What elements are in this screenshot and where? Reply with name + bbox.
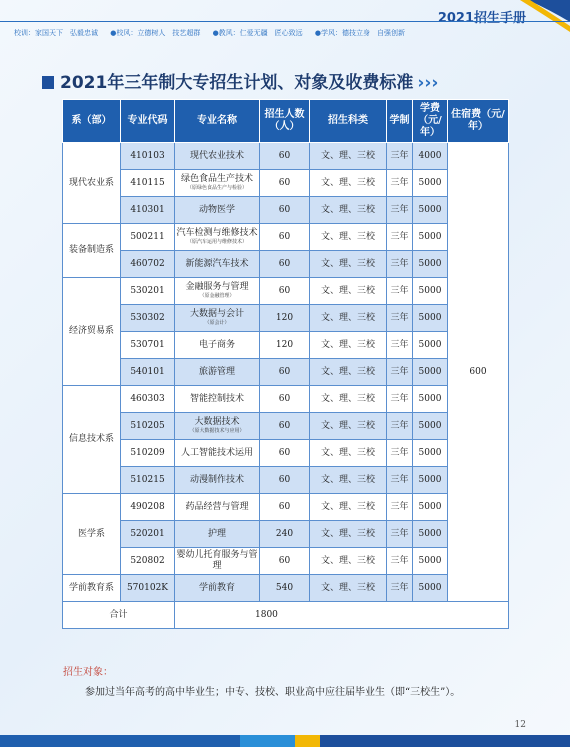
- major-name: 智能控制技术: [189, 393, 244, 404]
- table-body: [63, 143, 509, 629]
- count-cell: 120: [260, 305, 310, 332]
- count-cell: 60: [260, 548, 310, 575]
- major-name: 汽车检测与维修技术: [176, 228, 258, 238]
- code-cell: 530701: [121, 332, 175, 359]
- table-row: [63, 197, 509, 224]
- section-heading: [42, 68, 438, 93]
- count-cell: 60: [260, 251, 310, 278]
- total-row: [63, 602, 509, 629]
- years-cell: 三年: [387, 386, 413, 413]
- category-cell: 文、理、三校: [310, 143, 387, 170]
- major-former-name: （原汽车运用与维修技术）: [186, 239, 247, 245]
- years-cell: 三年: [387, 332, 413, 359]
- brochure-title: 2021招生手册: [437, 11, 526, 26]
- code-cell: 530302: [121, 305, 175, 332]
- major-name: 电子商务: [198, 339, 235, 350]
- major-name: 金融服务与管理: [185, 282, 249, 292]
- major-cell: [175, 332, 260, 359]
- years-cell: 三年: [387, 467, 413, 494]
- tuition-cell: 5000: [413, 494, 448, 521]
- count-cell: 60: [260, 359, 310, 386]
- table-header-row: [63, 100, 509, 143]
- category-cell: 文、理、三校: [310, 359, 387, 386]
- header-tuition: 学费（元/年）: [413, 100, 448, 143]
- total-label: 合计: [63, 602, 175, 629]
- years-cell: 三年: [387, 143, 413, 170]
- tuition-cell: 5000: [413, 251, 448, 278]
- table-row: [63, 359, 509, 386]
- category-cell: 文、理、三校: [310, 170, 387, 197]
- category-cell: 文、理、三校: [310, 575, 387, 602]
- table-row: [63, 251, 509, 278]
- category-cell: 文、理、三校: [310, 467, 387, 494]
- header-divider: [0, 21, 570, 22]
- category-cell: 文、理、三校: [310, 548, 387, 575]
- count-cell: 120: [260, 332, 310, 359]
- tuition-cell: 5000: [413, 332, 448, 359]
- tuition-cell: 5000: [413, 224, 448, 251]
- header-department: 系（部）: [63, 100, 121, 143]
- department-cell: 装备制造系: [63, 224, 121, 278]
- table-row: [63, 575, 509, 602]
- major-former-name: （原大数据技术与应用）: [189, 428, 245, 434]
- major-cell: [175, 548, 260, 575]
- code-cell: 460303: [121, 386, 175, 413]
- table-row: [63, 170, 509, 197]
- count-cell: 60: [260, 224, 310, 251]
- years-cell: 三年: [387, 494, 413, 521]
- code-cell: 410301: [121, 197, 175, 224]
- major-cell: [175, 251, 260, 278]
- major-name: 动物医学: [198, 204, 235, 215]
- years-cell: 三年: [387, 521, 413, 548]
- years-cell: 三年: [387, 548, 413, 575]
- tuition-cell: 5000: [413, 521, 448, 548]
- major-name: 药品经营与管理: [185, 501, 249, 512]
- years-cell: 三年: [387, 575, 413, 602]
- count-cell: 240: [260, 521, 310, 548]
- category-cell: 文、理、三校: [310, 197, 387, 224]
- chevrons-icon: ›››: [417, 73, 439, 93]
- code-cell: 510209: [121, 440, 175, 467]
- major-name: 护理: [207, 528, 226, 539]
- years-cell: 三年: [387, 278, 413, 305]
- years-cell: 三年: [387, 359, 413, 386]
- major-cell: [175, 359, 260, 386]
- header-dorm: 住宿费（元/年）: [448, 100, 509, 143]
- total-value: 1800: [175, 602, 509, 629]
- major-former-name: （原绿色食品生产与检验）: [186, 185, 247, 191]
- category-cell: 文、理、三校: [310, 278, 387, 305]
- motto-item: ●校风：立德树人 技艺超群: [110, 29, 201, 37]
- category-cell: 文、理、三校: [310, 305, 387, 332]
- table-row: [63, 467, 509, 494]
- major-cell: [175, 575, 260, 602]
- major-cell: [175, 494, 260, 521]
- major-cell: [175, 521, 260, 548]
- table-row: [63, 224, 509, 251]
- dorm-fee-cell: 600: [448, 143, 509, 602]
- count-cell: 540: [260, 575, 310, 602]
- category-cell: 文、理、三校: [310, 386, 387, 413]
- table-row: [63, 143, 509, 170]
- major-name: 现代农业技术: [189, 150, 244, 161]
- code-cell: 500211: [121, 224, 175, 251]
- major-cell: [175, 278, 260, 305]
- motto-item: ●学风：德技立身 自强创新: [314, 29, 406, 37]
- footer-stripes-decoration: [0, 735, 570, 747]
- tuition-cell: 5000: [413, 197, 448, 224]
- count-cell: 60: [260, 413, 310, 440]
- years-cell: 三年: [387, 413, 413, 440]
- major-name: 动漫制作技术: [189, 474, 244, 485]
- table-row: [63, 494, 509, 521]
- tuition-cell: 5000: [413, 278, 448, 305]
- count-cell: 60: [260, 386, 310, 413]
- years-cell: 三年: [387, 440, 413, 467]
- table-row: [63, 386, 509, 413]
- years-cell: 三年: [387, 305, 413, 332]
- count-cell: 60: [260, 278, 310, 305]
- note-body: 参加过当年高考的高中毕业生；中专、技校、职业高中应往届毕业生（即“三校生”）。: [85, 687, 461, 698]
- header-category: 招生科类: [310, 100, 387, 143]
- tuition-cell: 5000: [413, 413, 448, 440]
- header-major: 专业名称: [175, 100, 260, 143]
- table-row: [63, 440, 509, 467]
- department-cell: 现代农业系: [63, 143, 121, 224]
- table-row: [63, 278, 509, 305]
- code-cell: 490208: [121, 494, 175, 521]
- count-cell: 60: [260, 440, 310, 467]
- tuition-cell: 5000: [413, 305, 448, 332]
- category-cell: 文、理、三校: [310, 224, 387, 251]
- count-cell: 60: [260, 467, 310, 494]
- table-row: [63, 305, 509, 332]
- tuition-cell: 4000: [413, 143, 448, 170]
- major-cell: [175, 170, 260, 197]
- heading-square-icon: [42, 76, 54, 89]
- code-cell: 540101: [121, 359, 175, 386]
- tuition-cell: 5000: [413, 386, 448, 413]
- department-cell: 学前教育系: [63, 575, 121, 602]
- tuition-cell: 5000: [413, 170, 448, 197]
- school-motto: [14, 28, 415, 38]
- code-cell: 510215: [121, 467, 175, 494]
- major-name: 绿色食品生产技术: [180, 174, 253, 184]
- department-cell: 医学系: [63, 494, 121, 575]
- category-cell: 文、理、三校: [310, 494, 387, 521]
- page-number: 12: [514, 720, 526, 730]
- major-cell: [175, 440, 260, 467]
- table-row: [63, 548, 509, 575]
- code-cell: 410103: [121, 143, 175, 170]
- motto-item: ●教风：仁爱无疆 匠心致远: [212, 29, 303, 37]
- major-cell: [175, 467, 260, 494]
- major-former-name: （原会计）: [204, 320, 230, 326]
- major-cell: [175, 305, 260, 332]
- code-cell: 520201: [121, 521, 175, 548]
- years-cell: 三年: [387, 224, 413, 251]
- code-cell: 570102K: [121, 575, 175, 602]
- code-cell: 410115: [121, 170, 175, 197]
- code-cell: 510205: [121, 413, 175, 440]
- code-cell: 460702: [121, 251, 175, 278]
- department-cell: 经济贸易系: [63, 278, 121, 386]
- major-cell: [175, 413, 260, 440]
- enrollment-plan-table: [62, 99, 509, 629]
- code-cell: 520802: [121, 548, 175, 575]
- category-cell: 文、理、三校: [310, 440, 387, 467]
- major-name: 新能源汽车技术: [185, 258, 249, 269]
- major-name: 学前教育: [198, 582, 235, 593]
- header-count: 招生人数（人）: [260, 100, 310, 143]
- years-cell: 三年: [387, 170, 413, 197]
- major-cell: [175, 386, 260, 413]
- years-cell: 三年: [387, 251, 413, 278]
- major-cell: [175, 224, 260, 251]
- count-cell: 60: [260, 143, 310, 170]
- tuition-cell: 5000: [413, 467, 448, 494]
- major-name: 大数据技术: [194, 417, 240, 427]
- table-row: [63, 332, 509, 359]
- major-cell: [175, 197, 260, 224]
- major-name: 婴幼儿托育服务与管理: [176, 550, 258, 571]
- major-name: 旅游管理: [198, 366, 235, 377]
- category-cell: 文、理、三校: [310, 521, 387, 548]
- table-row: [63, 521, 509, 548]
- note-title: 招生对象：: [63, 667, 113, 678]
- department-cell: 信息技术系: [63, 386, 121, 494]
- count-cell: 60: [260, 494, 310, 521]
- major-cell: [175, 143, 260, 170]
- count-cell: 60: [260, 197, 310, 224]
- header-years: 学制: [387, 100, 413, 143]
- header-code: 专业代码: [121, 100, 175, 143]
- motto-item: 校训：家国天下 弘毅忠诚: [14, 29, 98, 37]
- heading-text: 2021年三年制大专招生计划、对象及收费标准: [60, 73, 414, 93]
- count-cell: 60: [260, 170, 310, 197]
- tuition-cell: 5000: [413, 548, 448, 575]
- major-former-name: （原金融管理）: [199, 293, 235, 299]
- years-cell: 三年: [387, 197, 413, 224]
- major-name: 大数据与会计: [189, 309, 244, 319]
- table-row: [63, 413, 509, 440]
- tuition-cell: 5000: [413, 575, 448, 602]
- category-cell: 文、理、三校: [310, 332, 387, 359]
- category-cell: 文、理、三校: [310, 251, 387, 278]
- code-cell: 530201: [121, 278, 175, 305]
- tuition-cell: 5000: [413, 440, 448, 467]
- tuition-cell: 5000: [413, 359, 448, 386]
- category-cell: 文、理、三校: [310, 413, 387, 440]
- major-name: 人工智能技术运用: [180, 447, 253, 458]
